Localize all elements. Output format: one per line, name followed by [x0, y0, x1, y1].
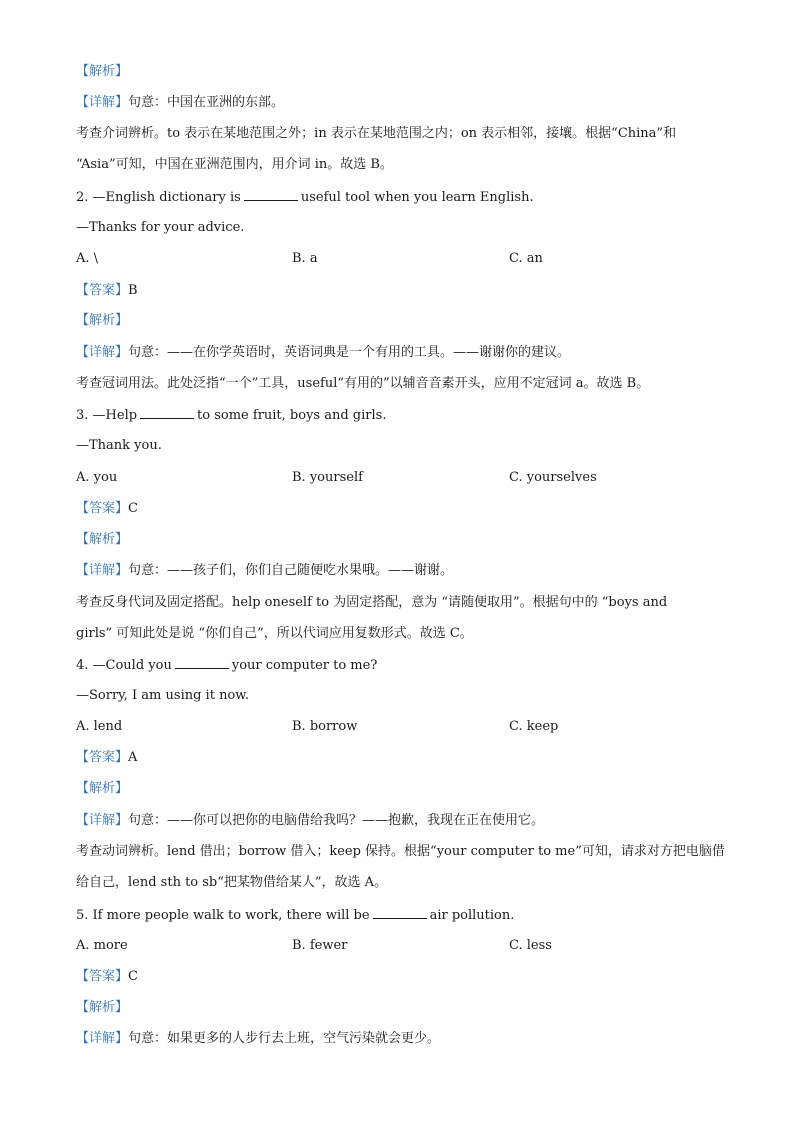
- q1-explanation-line-1: 考查介词辨析。to 表示在某地范围之外；in 表示在某地范围之内；on 表示相邻，接壤。根据“China”和: [76, 126, 677, 141]
- q3-option-b: B. yourself: [292, 470, 363, 485]
- q2-detail-text: 句意：——在你学英语时，英语词典是一个有用的工具。——谢谢你的建议。: [128, 345, 571, 360]
- q4-analysis-label: [76, 780, 726, 798]
- analysis-label: [76, 63, 726, 81]
- q2-reply: —Thanks for your advice.: [76, 220, 245, 235]
- q4-explanation-line-1: 考查动词辨析。lend 借出；borrow 借入；keep 保持。根据“your computer to me”可知，请求对方把电脑借: [76, 844, 725, 859]
- q3-answer-value: C: [128, 501, 138, 516]
- q4-blank: [175, 656, 229, 669]
- answer-tag: 【答案】: [76, 750, 129, 765]
- analysis-tag: 【解析】: [76, 64, 129, 79]
- detail-tag: 【详解】: [76, 563, 129, 578]
- q3-blank: [140, 406, 194, 419]
- q2-stem-before: 2. —English dictionary is: [76, 190, 241, 205]
- q3-option-c: C. yourselves: [509, 470, 597, 485]
- q4-detail-text: 句意：——你可以把你的电脑借给我吗？——抱歉，我现在正在使用它。: [128, 813, 545, 828]
- q3-analysis-label: [76, 531, 726, 549]
- q3-stem-before: 3. —Help: [76, 408, 138, 423]
- q5-detail-text: 句意：如果更多的人步行去上班，空气污染就会更少。: [128, 1031, 441, 1046]
- q3-stem: [76, 406, 726, 425]
- q5-answer-value: C: [128, 969, 138, 984]
- q2-analysis-label: [76, 312, 726, 330]
- q4-stem-before: 4. —Could you: [76, 658, 172, 673]
- q4-stem: [76, 656, 726, 675]
- q5-blank: [373, 906, 427, 919]
- q2-stem-after: useful tool when you learn English.: [300, 190, 534, 205]
- answer-tag: 【答案】: [76, 501, 129, 516]
- q3-stem-after: to some fruit, boys and girls.: [197, 408, 387, 423]
- q3-option-a: A. you: [76, 470, 118, 485]
- q3-reply: —Thank you.: [76, 438, 162, 453]
- detail-tag: 【详解】: [76, 813, 129, 828]
- q4-option-c: C. keep: [509, 719, 559, 734]
- q5-option-c: C. less: [509, 938, 552, 953]
- q2-answer-value: B: [128, 283, 138, 298]
- q4-stem-after: your computer to me?: [231, 658, 378, 673]
- detail-tag: 【详解】: [76, 1031, 129, 1046]
- q2-stem: [76, 188, 726, 207]
- q2-detail: [76, 344, 726, 362]
- answer-tag: 【答案】: [76, 283, 129, 298]
- q4-answer: [76, 749, 726, 767]
- q4-answer-value: A: [128, 750, 138, 765]
- q5-stem: [76, 906, 726, 925]
- analysis-tag: 【解析】: [76, 1000, 129, 1015]
- q2-blank: [244, 188, 298, 201]
- answer-tag: 【答案】: [76, 969, 129, 984]
- detail-tag: 【详解】: [76, 345, 129, 360]
- detail-tag: 【详解】: [76, 95, 129, 110]
- q5-stem-before: 5. If more people walk to work, there will be: [76, 908, 370, 923]
- q4-option-b: B. borrow: [292, 719, 358, 734]
- analysis-tag: 【解析】: [76, 781, 129, 796]
- q2-option-c: C. an: [509, 251, 543, 266]
- q5-detail: [76, 1030, 726, 1048]
- q3-answer: [76, 500, 726, 518]
- analysis-tag: 【解析】: [76, 532, 129, 547]
- q5-option-b: B. fewer: [292, 938, 348, 953]
- q5-analysis-label: [76, 999, 726, 1017]
- q4-explanation-line-2: 给自己，lend sth to sb“把某物借给某人”，故选 A。: [76, 875, 388, 890]
- q3-detail-text: 句意：——孩子们，你们自己随便吃水果哦。——谢谢。: [128, 563, 454, 578]
- q3-explanation-line-1: 考查反身代词及固定搭配。help oneself to 为固定搭配，意为 “请随便取用”。根据句中的 “boys and: [76, 595, 668, 610]
- q1-detail-text: 句意：中国在亚洲的东部。: [128, 95, 285, 110]
- q4-option-a: A. lend: [76, 719, 123, 734]
- q1-explanation-line-2: “Asia”可知，中国在亚洲范围内，用介词 in。故选 B。: [76, 157, 393, 172]
- q2-option-b: B. a: [292, 251, 318, 266]
- q5-option-a: A. more: [76, 938, 128, 953]
- q5-stem-after: air pollution.: [429, 908, 515, 923]
- q4-detail: [76, 812, 726, 830]
- q1-detail: [76, 94, 726, 112]
- q4-reply: —Sorry, I am using it now.: [76, 688, 249, 703]
- q2-option-a: A. \: [76, 251, 99, 266]
- q2-answer: [76, 282, 726, 300]
- analysis-tag: 【解析】: [76, 313, 129, 328]
- q3-explanation-line-2: girls” 可知此处是说 “你们自己”，所以代词应用复数形式。故选 C。: [76, 626, 473, 641]
- q5-answer: [76, 968, 726, 986]
- q2-explanation-line-1: 考查冠词用法。此处泛指“一个”工具，useful“有用的”以辅音音素开头，应用不定冠词 a。故选 B。: [76, 376, 650, 391]
- q3-detail: [76, 562, 726, 580]
